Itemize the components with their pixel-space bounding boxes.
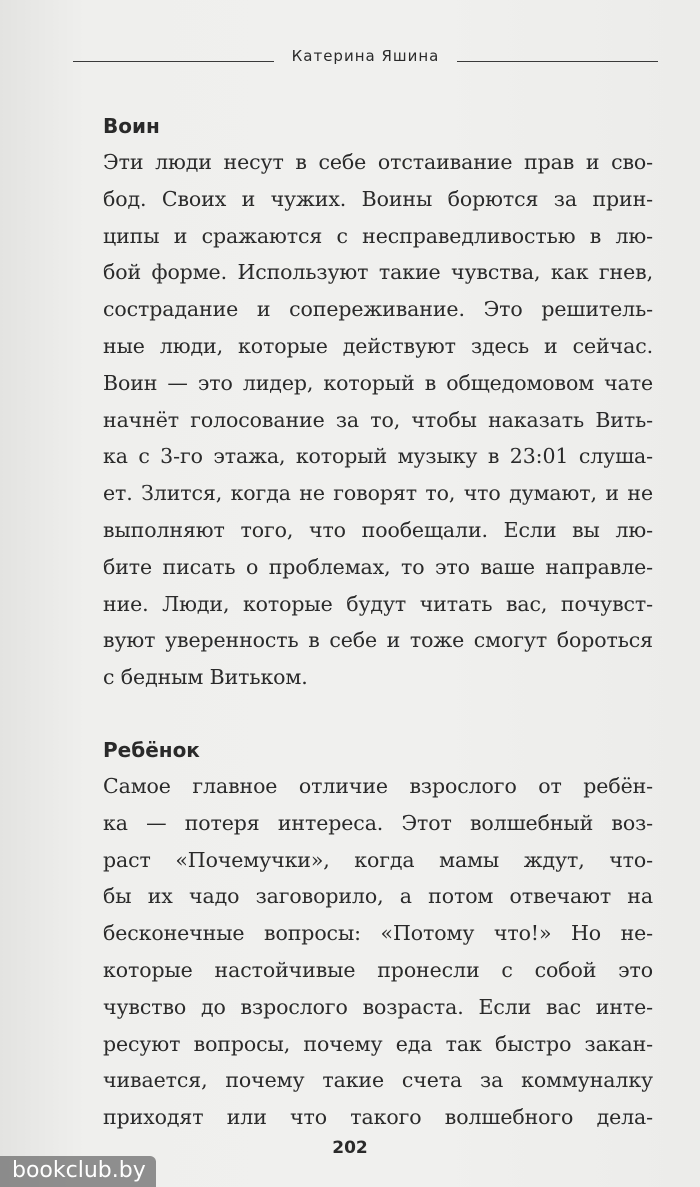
text-line: выполняют того, что пообещали. Если вы лю- xyxy=(103,517,653,542)
text-line: приходят или что такого волшебного дела- xyxy=(103,1105,653,1130)
text-line: ные люди, которые действуют здесь и сейчас. xyxy=(103,333,653,358)
section-heading: Ребёнок xyxy=(103,737,200,762)
header-rule-right xyxy=(457,61,658,62)
running-head xyxy=(73,46,658,76)
text-line: бите писать о проблемах, то это ваше направле- xyxy=(103,554,653,579)
author-name: Катерина Яшина xyxy=(291,47,440,65)
text-line: с бедным Витьком. xyxy=(103,665,308,690)
paragraph xyxy=(103,768,653,1136)
text-line: вуют уверенность в себе и тоже смогут бороться xyxy=(103,628,653,653)
text-line: ка — потеря интереса. Этот волшебный воз- xyxy=(103,810,653,835)
text-line: начнёт голосование за то, чтобы наказать Вить- xyxy=(103,407,653,432)
text-line: ет. Злится, когда не говорят то, что думают, и не xyxy=(103,481,653,506)
text-line: раст «Почемучки», когда мамы ждут, что- xyxy=(103,847,653,872)
section-warrior xyxy=(103,108,653,696)
text-line: Воин — это лидер, который в общедомовом чате xyxy=(103,370,653,395)
text-line: Самое главное отличие взрослого от ребён- xyxy=(103,773,653,798)
section-child xyxy=(103,732,653,1136)
text-line: ние. Люди, которые будут читать вас, почувст- xyxy=(103,591,653,616)
text-line: бесконечные вопросы: «Потому что!» Но не- xyxy=(103,921,653,946)
text-line: которые настойчивые пронесли с собой это xyxy=(103,957,653,982)
section-heading: Воин xyxy=(103,114,160,138)
section-gap xyxy=(103,696,653,732)
text-line: Эти люди несут в себе отстаивание прав и сво- xyxy=(103,150,653,174)
text-line: бы их чадо заговорило, а потом отвечают на xyxy=(103,884,653,909)
body-text xyxy=(103,108,653,1136)
header-rule-left xyxy=(73,61,274,62)
paragraph xyxy=(103,144,653,696)
text-line: бод. Своих и чужих. Воины борются за прин- xyxy=(103,186,653,211)
text-line: ресуют вопросы, почему еда так быстро закан- xyxy=(103,1031,653,1056)
text-line: сострадание и сопереживание. Это решитель- xyxy=(103,297,653,322)
text-line: чувство до взрослого возраста. Если вас инте- xyxy=(103,994,653,1019)
text-line: чивается, почему такие счета за коммуналку xyxy=(103,1068,653,1093)
text-line: ципы и сражаются с несправедливостью в лю- xyxy=(103,223,653,248)
text-line: ка с 3-го этажа, который музыку в 23:01 слуша- xyxy=(103,444,653,469)
page-number: 202 xyxy=(332,1138,368,1158)
watermark: bookclub.by xyxy=(0,1156,156,1187)
text-line: бой форме. Используют такие чувства, как гнев, xyxy=(103,260,653,285)
